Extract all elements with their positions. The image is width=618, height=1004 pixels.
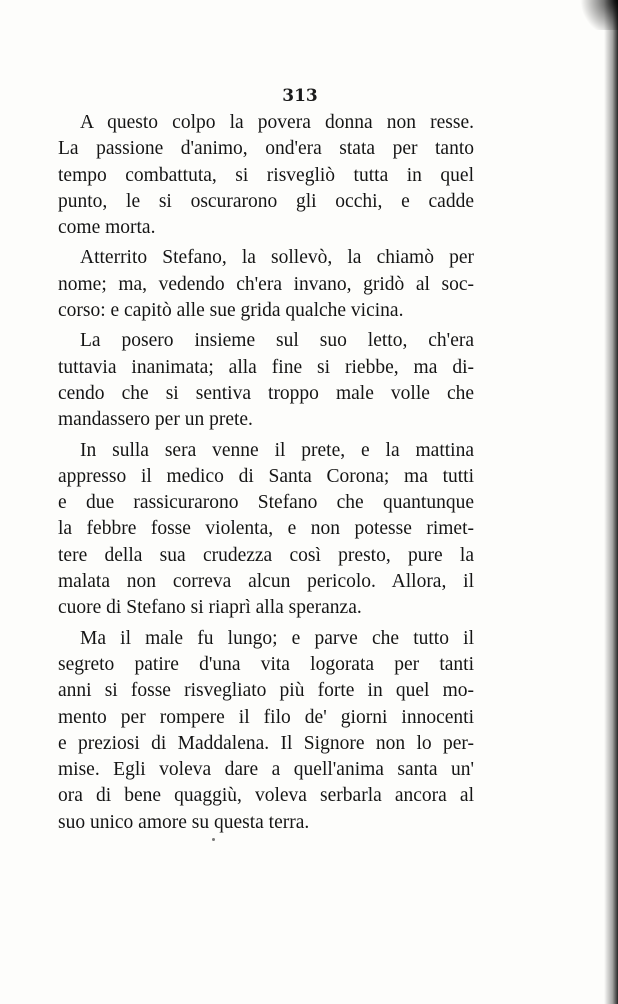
text-line: tempo combattuta, si risvegliò tutta in quel xyxy=(58,164,474,186)
text-line: tere della sua crudezza così presto, pure la xyxy=(58,544,474,566)
paragraph xyxy=(58,110,474,241)
text-line: corso: e capitò alle sue grida qualche vicina. xyxy=(58,300,404,322)
text-line: la febbre fosse violenta, e non potesse rimet- xyxy=(58,518,474,540)
text-line: appresso il medico di Santa Corona; ma tutti xyxy=(58,465,474,487)
text-line: cendo che si sentiva troppo male volle che xyxy=(58,382,474,404)
paragraph xyxy=(58,626,474,836)
ink-speck xyxy=(212,838,215,841)
text-line: ora di bene quaggiù, voleva serbarla ancora al xyxy=(58,785,474,807)
text-line: nome; ma, vedendo ch'era invano, gridò al soc- xyxy=(58,273,474,295)
text-line: mise. Egli voleva dare a quell'anima santa un' xyxy=(58,759,474,781)
text-line: La posero insieme sul suo letto, ch'era xyxy=(80,330,474,352)
text-line: suo unico amore su questa terra. xyxy=(58,811,310,833)
text-line: In sulla sera venne il prete, e la mattina xyxy=(80,439,474,461)
text-line: punto, le si oscurarono gli occhi, e cadde xyxy=(58,190,474,212)
page-number: 313 xyxy=(282,86,318,106)
text-line: Atterrito Stefano, la sollevò, la chiamò per xyxy=(80,247,474,269)
body-text xyxy=(58,110,474,840)
text-line: A questo colpo la povera donna non resse. xyxy=(80,112,474,133)
paragraph xyxy=(58,245,474,324)
paragraph xyxy=(58,328,474,433)
page-edge-shadow xyxy=(604,0,618,1004)
text-line: e due rassicurarono Stefano che quantunque xyxy=(58,492,474,514)
page-corner-shadow xyxy=(578,0,618,30)
text-line: cuore di Stefano si riaprì alla speranza. xyxy=(58,597,362,619)
text-line: Ma il male fu lungo; e parve che tutto il xyxy=(80,627,474,649)
text-line: mento per rompere il filo de' giorni innocenti xyxy=(58,706,474,728)
text-line: anni si fosse risvegliato più forte in quel mo- xyxy=(58,680,474,702)
text-line: come morta. xyxy=(58,217,156,239)
text-line: e preziosi di Maddalena. Il Signore non lo per- xyxy=(58,732,474,754)
text-line: malata non correva alcun pericolo. Allora, il xyxy=(58,571,474,593)
text-line: tuttavia inanimata; alla fine si riebbe, ma di- xyxy=(58,356,474,378)
paragraph xyxy=(58,438,474,622)
text-line: segreto patire d'una vita logorata per tanti xyxy=(58,653,474,675)
text-line: La passione d'animo, ond'era stata per tanto xyxy=(58,138,474,160)
text-line: mandassero per un prete. xyxy=(58,409,253,431)
